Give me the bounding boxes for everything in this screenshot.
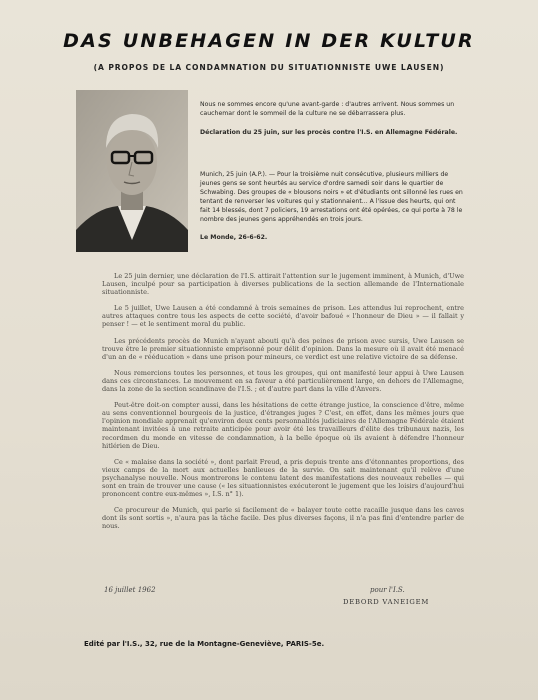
side-news: [200, 170, 466, 224]
paragraph: Peut-être doit-on compter aussi, dans les hésitations de cette étrange justice, la conscience d'être, même au sens conventionnel bourgeois de la justice, d'étranges juges ? C'est, en effet, dans les mêmes jours que l'opinion mondiale apprenait qu'environ deux cents personnalités judiciaires de l'Allemagne Fédérale étaient maintenant invitées à une retraite anticipée pour avoir été les travailleurs d'élite des tribunaux nazis, les recordmen du monde en vitesse de condamnation, à la belle époque où ils avaient à défendre l'honneur hitlérien de Dieu.: [102, 401, 464, 450]
paragraph: Ce procureur de Munich, qui parle si facilement de « balayer toute cette racaille jusque dans les caves dont ils sont sortis », n'aura pas la tâche facile. Des plus diverses façons, il n'a pas fini d'entendre parler de nous.: [102, 506, 464, 531]
side-declaration: [200, 128, 466, 137]
portrait-image: [76, 90, 188, 252]
signature-pour: pour l'I.S.: [370, 586, 405, 594]
news-excerpt: Munich, 25 juin (A.P.). — Pour la troisième nuit consécutive, plusieurs milliers de jeunes gens se sont heurtés au service d'ordre samedi soir dans le quartier de Schwabing. Des groupes de « blousons noirs » et d'étudiants ont sillonné les rues en tentant de renverser les voitures qui y stationnaient... A l'issue des heurts, qui ont fait 14 blessés, dont 7 policiers, 19 arrestations ont été opérées, ce qui porte à 78 le nombre des jeunes gens appréhendés en trois jours.: [200, 171, 463, 223]
paragraph: Les précédents procès de Munich n'ayant abouti qu'à des peines de prison avec sursis, Uwe Lausen se trouve être le premier situationniste emprisonné pour délit d'opinion. Dans la mesure où il avait été menacé d'un an de « rééducation » dans une prison pour mineurs, ce verdict est une relative victoire de sa défense.: [102, 336, 464, 361]
declaration-line: Déclaration du 25 juin, sur les procès contre l'I.S. en Allemagne Fédérale.: [200, 129, 458, 136]
signature-names: DEBORD VANEIGEM: [343, 598, 430, 606]
side-intro: [200, 100, 466, 118]
publisher-footer: Edité par l'I.S., 32, rue de la Montagne-Geneviève, PARIS-5e.: [84, 640, 325, 648]
paragraph: Le 25 juin dernier, une déclaration de l'I.S. attirait l'attention sur le jugement imminent, à Munich, d'Uwe Lausen, inculpé pour sa participation à diverses publications de la section allemande de l'Internationale situationniste.: [102, 272, 464, 297]
paragraph: Ce « malaise dans la société », dont parlait Freud, a pris depuis trente ans d'étonnantes proportions, des vieux camps de la mort aux actuelles banlieues de la survie. On sait maintenant qu'il relève d'une psychanalyse nouvelle. Nous montrerons le contenu latent des manifestations des nouveaux rebelles — qui sont en train de trouver une cause (« les situationnistes exécuteront le jugement que les loisirs d'aujourd'hui prononcent contre eux-mêmes », I.S. n° 1).: [102, 457, 464, 499]
news-source: Le Monde, 26-6-62.: [200, 234, 268, 241]
document-title: DAS UNBEHAGEN IN DER KULTUR: [63, 30, 475, 52]
portrait-photo: [76, 90, 188, 252]
paragraph: Nous remercions toutes les personnes, et tous les groupes, qui ont manifesté leur appui à Uwe Lausen dans ces circonstances. Le mouvement en sa faveur a été particulièrement large, en dehors de l'Allemagne, dans la zone de la section scandinave de l'I.S. ; et d'autre part dans la ville d'Anvers.: [102, 368, 464, 394]
intro-quote: Nous ne sommes encore qu'une avant-garde : d'autres arrivent. Nous sommes un cauchemar dont le sommeil de la culture ne se débarrassera plus.: [200, 101, 455, 117]
document-subtitle: (A PROPOS DE LA CONDAMNATION DU SITUATIONNISTE UWE LAUSEN): [93, 63, 445, 72]
body-text: [102, 272, 464, 538]
signature-date: 16 juillet 1962: [104, 586, 156, 594]
paragraph: Le 5 juillet, Uwe Lausen a été condamné à trois semaines de prison. Les attendus lui reprochent, entre autres attaques contre tous les aspects de cette société, d'avoir bafoué « l'honneur de Dieu » — il fallait y penser ! — et le sentiment moral du public.: [102, 304, 464, 329]
side-source: [200, 233, 466, 242]
